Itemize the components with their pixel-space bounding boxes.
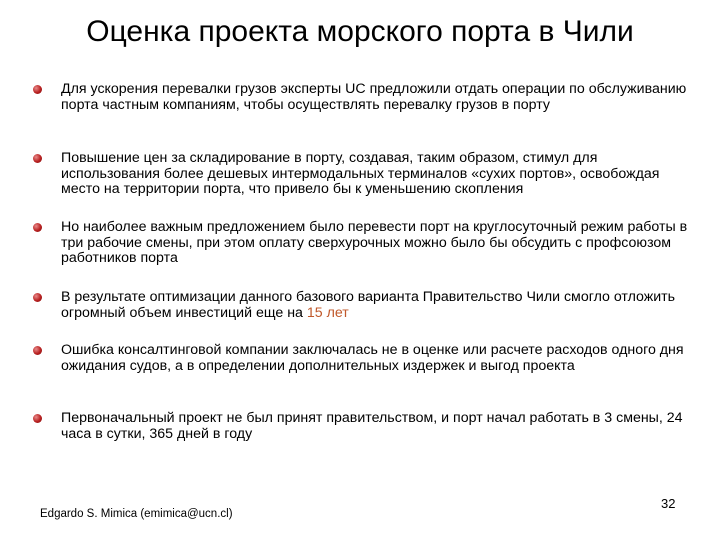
bullet-dot-icon [33,293,42,302]
bullet-dot-icon [33,414,42,423]
page-number: 32 [661,496,676,511]
bullet-dot-icon [33,154,42,163]
bullet-text: Для ускорения перевалки грузов эксперты UC предложили отдать операции по обслуживанию порта частным компаниям, чтобы осуществлять перевалку грузов в порту [61,81,687,113]
highlight-years: 15 лет [306,304,349,321]
footer-author: Edgardo S. Mimica (emimica@ucn.cl) [40,508,233,520]
bullet-text: Ошибка консалтинговой компании заключалась не в оценке или расчете расходов одного дня ожидания судов, а в определении дополнительных издержек и выгод проекта [61,342,684,374]
bullet-text: Первоначальный проект не был принят правительством, и порт начал работать в 3 смены, 24 часа в сутки, 365 дней в году [61,410,683,442]
bullet-text: Повышение цен за складирование в порту, создавая, таким образом, стимул для использования более дешевых интермодальных терминалов «сухих портов», освобождая место на территории порта, что привело бы к уменьшению скопления [61,150,660,197]
slide-title: Оценка проекта морского порта в Чили [86,15,634,48]
bullet-text: Но наиболее важным предложением было перевести порт на круглосуточный режим работы в три рабочие смены, при этом оплату сверхурочных можно было бы обсудить с профсоюзом работников порта [61,219,688,266]
bullet-text-main: В результате оптимизации данного базового варианта Правительство Чили смогло отложить огромный объем инвестиций еще на [61,289,676,321]
bullet-text [61,290,693,321]
bullet-dot-icon [33,346,42,355]
bullet-dot-icon [33,223,42,232]
bullet-dot-icon [33,85,42,94]
